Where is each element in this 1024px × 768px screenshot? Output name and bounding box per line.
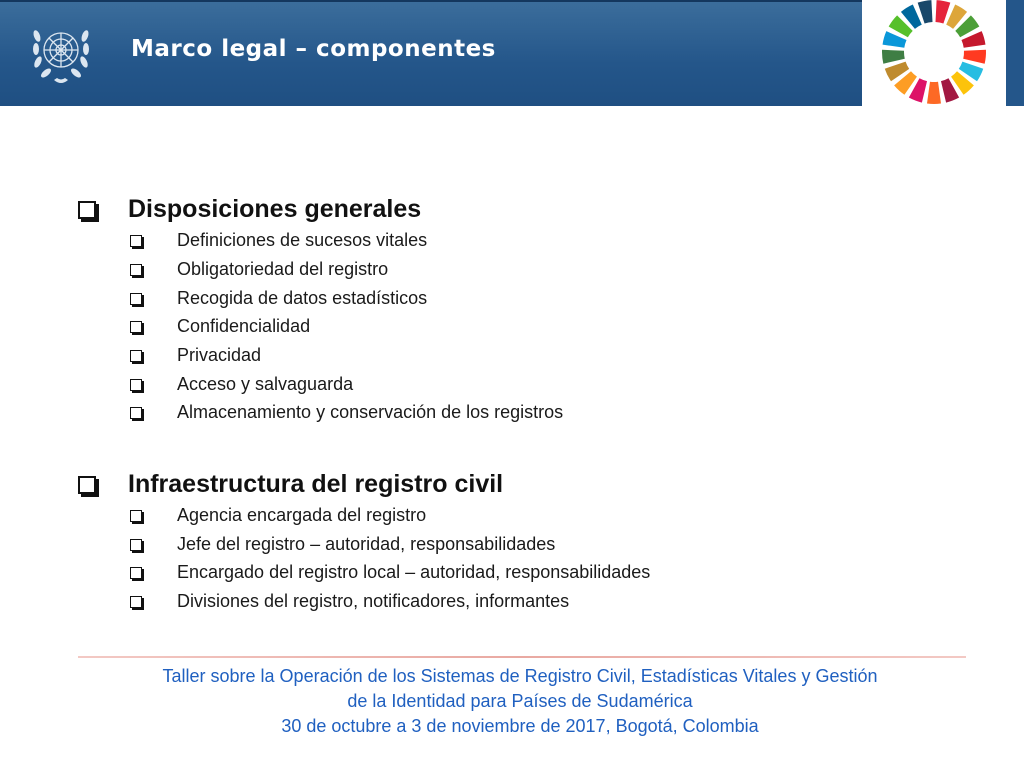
slide-title: Marco legal – componentes: [131, 36, 496, 62]
checkbox-bullet-icon: [78, 201, 96, 219]
checkbox-bullet-icon: [130, 510, 142, 522]
footer-line-2: de la Identidad para Países de Sudamérica: [347, 691, 693, 711]
footer-line-1: Taller sobre la Operación de los Sistemas de Registro Civil, Estadísticas Vitales y Gestión: [162, 666, 878, 686]
list-item: Agencia encargada del registro: [177, 505, 427, 525]
checkbox-bullet-icon: [130, 264, 142, 276]
checkbox-bullet-icon: [130, 407, 142, 419]
checkbox-bullet-icon: [78, 476, 96, 494]
list-item: Acceso y salvaguarda: [177, 374, 354, 394]
list-item: Encargado del registro local – autoridad, responsabilidades: [177, 562, 651, 582]
checkbox-bullet-icon: [130, 567, 142, 579]
list-item: Divisiones del registro, notificadores, informantes: [177, 591, 570, 611]
footer: [8, 664, 1024, 739]
footer-divider: [78, 656, 966, 658]
checkbox-bullet-icon: [130, 596, 142, 608]
list-item: Privacidad: [177, 345, 262, 365]
section-heading: Infraestructura del registro civil: [128, 470, 504, 498]
checkbox-bullet-icon: [130, 350, 142, 362]
list-item: Obligatoriedad del registro: [177, 259, 389, 279]
footer-line-3: 30 de octubre a 3 de noviembre de 2017, Bogotá, Colombia: [281, 716, 759, 736]
list-item: Definiciones de sucesos vitales: [177, 230, 428, 250]
section-heading: Disposiciones generales: [128, 195, 422, 223]
list-item: Jefe del registro – autoridad, responsabilidades: [177, 534, 556, 554]
checkbox-bullet-icon: [130, 379, 142, 391]
checkbox-bullet-icon: [130, 321, 142, 333]
list-item: Confidencialidad: [177, 316, 311, 336]
checkbox-bullet-icon: [130, 293, 142, 305]
list-item: Recogida de datos estadísticos: [177, 288, 428, 308]
checkbox-bullet-icon: [130, 235, 142, 247]
checkbox-bullet-icon: [130, 539, 142, 551]
list-item: Almacenamiento y conservación de los registros: [177, 402, 564, 422]
